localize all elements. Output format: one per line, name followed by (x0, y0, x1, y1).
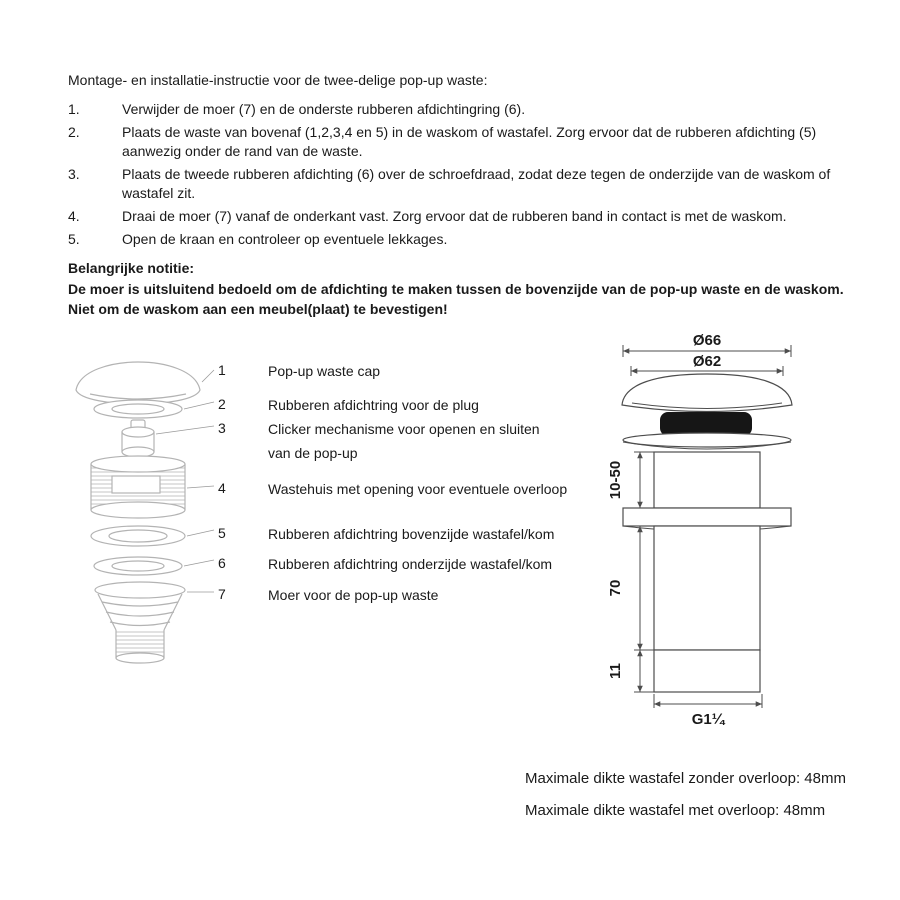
step-item (68, 207, 840, 226)
dim-lower-thread-height-label: 11 (607, 663, 624, 679)
body-tube-shape (654, 526, 760, 650)
step-text: Verwijder de moer (7) en de onderste rubberen afdichtingring (6). (122, 101, 526, 117)
part-2-ring-drawing (94, 400, 182, 418)
part-label: Rubberen afdichtring onderzijde wastafel/kom (268, 556, 553, 572)
part-label: Rubberen afdichtring voor de plug (268, 397, 479, 413)
part-number: 2 (218, 396, 226, 412)
note-heading: Belangrijke notitie: (68, 260, 195, 276)
step-item (68, 100, 840, 119)
part-label: Moer voor de pop-up waste (268, 587, 439, 603)
exploded-parts-sketch (76, 362, 214, 663)
dim-body-height-label: 70 (607, 579, 624, 597)
step-number: 4. (68, 208, 80, 224)
part-label: Clicker mechanisme voor openen en sluiten van de pop-up (268, 421, 540, 461)
part-3-clicker-drawing (122, 420, 154, 457)
important-note (68, 258, 868, 320)
step-item (68, 123, 840, 161)
step-text: Plaats de waste van bovenaf (1,2,3,4 en 5) in de waskom of wastafel. Zorg ervoor dat de rubberen afdichting (5) aanwezig onder de rand van de waste. (122, 124, 817, 159)
dim-thread-height (607, 452, 654, 508)
part-5-ring-drawing (91, 526, 185, 546)
step-number: 2. (68, 124, 80, 140)
part-number: 5 (218, 525, 226, 541)
part-number: 1 (218, 362, 226, 378)
note-line: De moer is uitsluitend bedoeld om de afdichting te maken tussen de bovenzijde van de pop-up waste en de waskom. (68, 280, 844, 297)
dim-inner-diameter-label: Ø62 (692, 353, 722, 370)
part-1-cap-drawing (76, 362, 200, 404)
plug-shape (660, 412, 752, 436)
part-label: Wastehuis met opening voor eventuele overloop (268, 481, 568, 497)
step-number: 1. (68, 101, 80, 117)
part-6-ring-drawing (94, 557, 182, 575)
washer-shape (623, 433, 791, 449)
part-7-nut-drawing (95, 582, 185, 663)
part-4-housing-drawing (91, 456, 185, 518)
part-number: 3 (218, 420, 226, 436)
step-text: Open de kraan en controleer op eventuele lekkages. (122, 231, 448, 247)
max-thickness-without-overflow: Maximale dikte wastafel zonder overloop: 48mm (525, 770, 846, 787)
step-number: 3. (68, 166, 80, 182)
dim-thread-height-label: 10-50 (607, 460, 624, 500)
dim-lower-thread-height (607, 650, 654, 692)
step-text: Draai de moer (7) vanaf de onderkant vast. Zorg ervoor dat de rubberen band in contact is met de waskom. (122, 208, 787, 224)
upper-thread-shape (654, 452, 760, 508)
step-text: Plaats de tweede rubberen afdichting (6) over de schroefdraad, zodat deze tegen de onderzijde van de waskom of wastafel zit. (122, 166, 831, 201)
step-number: 5. (68, 231, 80, 247)
dim-outer-diameter-label: Ø66 (692, 332, 722, 349)
dim-body-height (607, 526, 654, 650)
note-line: Niet om de waskom aan een meubel(plaat) te bevestigen! (68, 301, 448, 317)
technical-drawing (607, 332, 792, 728)
step-item (68, 230, 840, 249)
part-number: 4 (218, 480, 226, 496)
steps-list (68, 100, 840, 253)
part-label: Pop-up waste cap (268, 363, 381, 379)
max-thickness-with-overflow: Maximale dikte wastafel met overloop: 48mm (525, 802, 826, 819)
cap-shape (622, 374, 792, 412)
step-item (68, 165, 840, 203)
doc-title: Montage- en installatie-instructie voor de twee-delige pop-up waste: (68, 72, 488, 88)
lower-thread-shape (654, 650, 760, 692)
part-number: 7 (218, 586, 226, 602)
dim-thread-size (654, 694, 762, 728)
part-label: Rubberen afdichtring bovenzijde wastafel/kom (268, 526, 555, 542)
dim-thread-size-label: G1¼ (691, 711, 725, 728)
part-number: 6 (218, 555, 226, 571)
